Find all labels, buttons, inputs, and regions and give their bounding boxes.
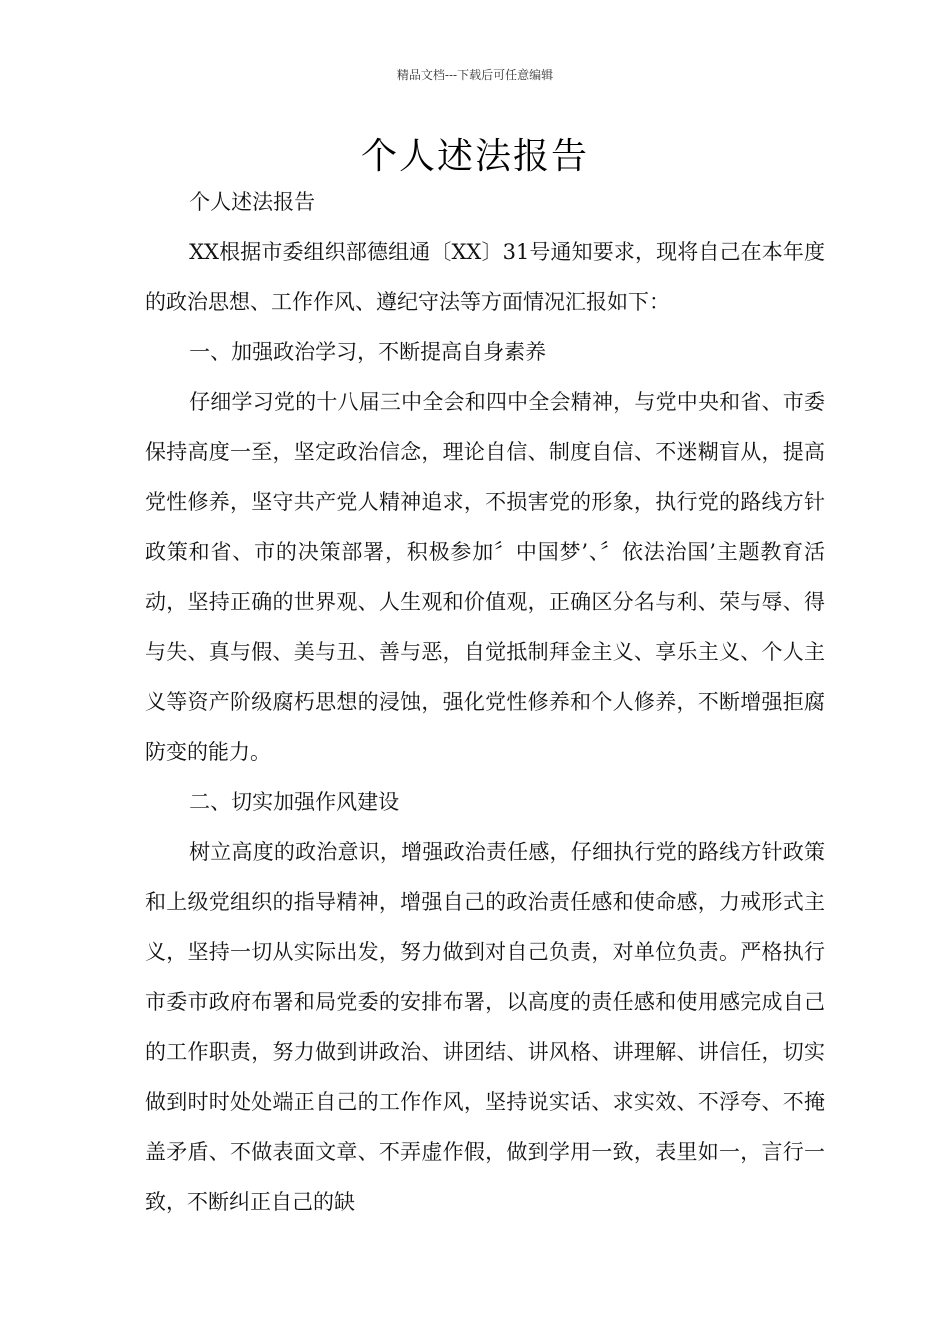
document-body [145,177,825,1227]
paragraph-section-1: 仔细学习党的十八届三中全会和四中全会精神，与党中央和省、市委保持高度一至，坚定政治信念，理论自信、制度自信、不迷糊盲从，提高党性修养，坚守共产党人精神追求，不损害党的形象，执行党的路线方针政策和省、市的决策部署，积极参加〞中国梦’、〞依法治国’主题教育活动，坚持正确的世界观、人生观和价值观，正确区分名与利、荣与辱、得与失、真与假、美与丑、善与恶，自觉抵制拜金主义、享乐主义、个人主义等资产阶级腐朽思想的浸蚀，强化党性修养和个人修养，不断增强拒腐防变的能力。 [145,390,825,764]
paragraph-intro: XX根据市委组织部德组通〔XX〕31号通知要求，现将自己在本年度的政治思想、工作作风、遵纪守法等方面情况汇报如下： [145,240,825,314]
page-header: 精品文档---下载后可任意编辑 [396,68,554,82]
document-title: 个人述法报告 [360,136,589,177]
paragraph-section-2: 树立高度的政治意识，增强政治责任感，仔细执行党的路线方针政策和上级党组织的指导精神，增强自己的政治责任感和使命感，力戒形式主义，坚持一切从实际出发，努力做到对自己负责，对单位负责。严格执行市委市政府布署和局党委的安排布署，以高度的责任感和使用感完成自己的工作职责，努力做到讲政治、讲团结、讲风格、讲理解、讲信任，切实做到时时处处端正自己的工作作风，坚持说实话、求实效、不浮夸、不掩盖矛盾、不做表面文章、不弄虚作假，做到学用一致，表里如一，言行一致，不断纠正自己的缺 [145,840,825,1214]
section-heading-2: 二、切实加强作风建设 [189,790,400,814]
paragraph-subtitle: 个人述法报告 [189,190,316,214]
section-heading-1: 一、加强政治学习，不断提高自身素养 [189,340,547,364]
